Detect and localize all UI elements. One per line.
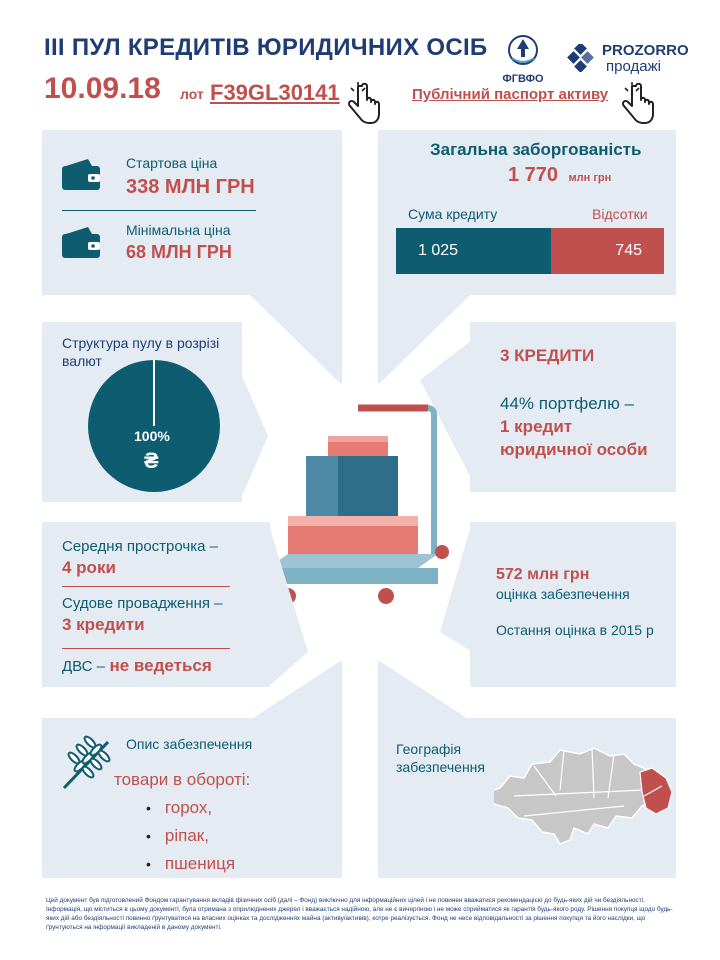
map-region-highlighted — [640, 768, 672, 814]
wallet-icon — [60, 226, 102, 260]
min-price-value: 68 МЛН ГРН — [126, 242, 232, 262]
goods-label: товари в обороті: — [114, 770, 251, 789]
collateral-label: оцінка забезпечення — [496, 586, 630, 602]
debt-unit: млн грн — [568, 172, 612, 184]
currency-symbol: ₴ — [144, 448, 159, 473]
desc-panel-pointer — [210, 660, 350, 720]
avg-overdue-value: 4 роки — [62, 558, 116, 577]
debt-total: 1 770 — [508, 164, 559, 186]
credits-count: 3 КРЕДИТИ — [500, 346, 595, 365]
goods-item: пшениця — [164, 854, 236, 873]
dvs-row — [62, 656, 212, 676]
interest-label: Відсотки — [592, 206, 648, 222]
goods-item: ріпак, — [164, 826, 209, 845]
public-passport-link[interactable]: Публічний паспорт активу — [412, 86, 609, 103]
credit-value: 1 025 — [418, 242, 459, 259]
collateral-panel-pointer — [440, 522, 472, 652]
portfolio-line3: юридичної особи — [500, 440, 648, 459]
prozorro-diamond-icon — [566, 44, 596, 72]
prozorro-logo — [566, 40, 689, 76]
start-price-label: Стартова ціна — [126, 155, 218, 171]
debt-total-wrap — [508, 164, 611, 187]
collateral-amount: 572 млн грн — [496, 566, 590, 583]
date: 10.09.18 — [44, 72, 161, 105]
debt-title: Загальна заборгованість — [430, 140, 642, 159]
interest-value: 745 — [615, 242, 642, 259]
prozorro-text: PROZORRO — [602, 42, 689, 59]
divider — [62, 586, 230, 587]
divider — [62, 648, 230, 649]
portfolio-line2: 1 кредит — [500, 417, 573, 436]
court-label: Судове провадження – — [62, 595, 223, 612]
collateral-desc-title: Опис забезпечення — [126, 736, 253, 752]
wheat-icon — [60, 734, 116, 792]
collateral-last-assessment: Остання оцінка в 2015 р — [496, 622, 654, 638]
wallet-icon — [60, 158, 102, 192]
start-price-value: 338 МЛН ГРН — [126, 176, 255, 198]
ukraine-map — [494, 736, 674, 856]
credit-segment — [396, 228, 551, 274]
fund-logo — [498, 34, 548, 85]
portfolio-line1: 44% портфелю – — [500, 394, 634, 413]
dvs-label: ДВС – — [62, 658, 106, 675]
fund-logo-text: ФГВФО — [502, 73, 544, 85]
list-item: • пшениця — [146, 854, 236, 873]
prozorro-sub: продажі — [606, 58, 661, 75]
court-value: 3 кредити — [62, 615, 145, 634]
goods-list — [146, 798, 235, 882]
geography-title: Географія забезпечення — [396, 741, 485, 775]
lot-label: лот — [180, 86, 204, 102]
credit-sum-label: Сума кредиту — [408, 206, 498, 222]
pointer-hand-icon — [346, 82, 380, 126]
min-price-label: Мінімальна ціна — [126, 222, 231, 238]
geography-panel-pointer — [370, 660, 510, 720]
debt-split-bar — [396, 228, 664, 274]
currency-share: 100% — [134, 428, 170, 444]
dvs-value: не ведеться — [109, 656, 212, 675]
fund-emblem-icon — [498, 34, 548, 70]
goods-item: горох, — [164, 798, 213, 817]
list-item: • ріпак, — [146, 826, 209, 845]
lot-number-link[interactable]: F39GL30141 — [210, 80, 340, 105]
interest-segment — [551, 228, 664, 274]
disclaimer: Цей документ був підготовлений Фондом гарантування вкладів фізичних осіб (далі – Фонд) виключно для інформаційних цілей і не повинен вважатися рекомендацією до будь-яких дій чи бездіяльності. Інформація, що міститься в цьому документі, була отримана з оприлюднених джерел і вважається надійною, але не є вичерпною і не може сприйматися як гарантія будь-якого роду. Рішення покупця щодо будь-яких дій або бездіяльності повинно ґрунтуватися на власних оцінках та дослідженнях майна (активу/активів), котре реалізується. Фонд не несе відповідальності за рішення покупця та його наслідки, що ґрунтуються на інформації викладеній в даному документі. — [46, 897, 673, 931]
pointer-hand-icon — [620, 82, 654, 126]
currency-title: Структура пулу в розрізі валют — [62, 335, 220, 369]
divider — [62, 210, 256, 211]
page-title: ІІІ ПУЛ КРЕДИТІВ ЮРИДИЧНИХ ОСІБ — [44, 34, 488, 61]
list-item: • горох, — [146, 798, 213, 817]
avg-overdue-label: Середня прострочка – — [62, 538, 218, 555]
